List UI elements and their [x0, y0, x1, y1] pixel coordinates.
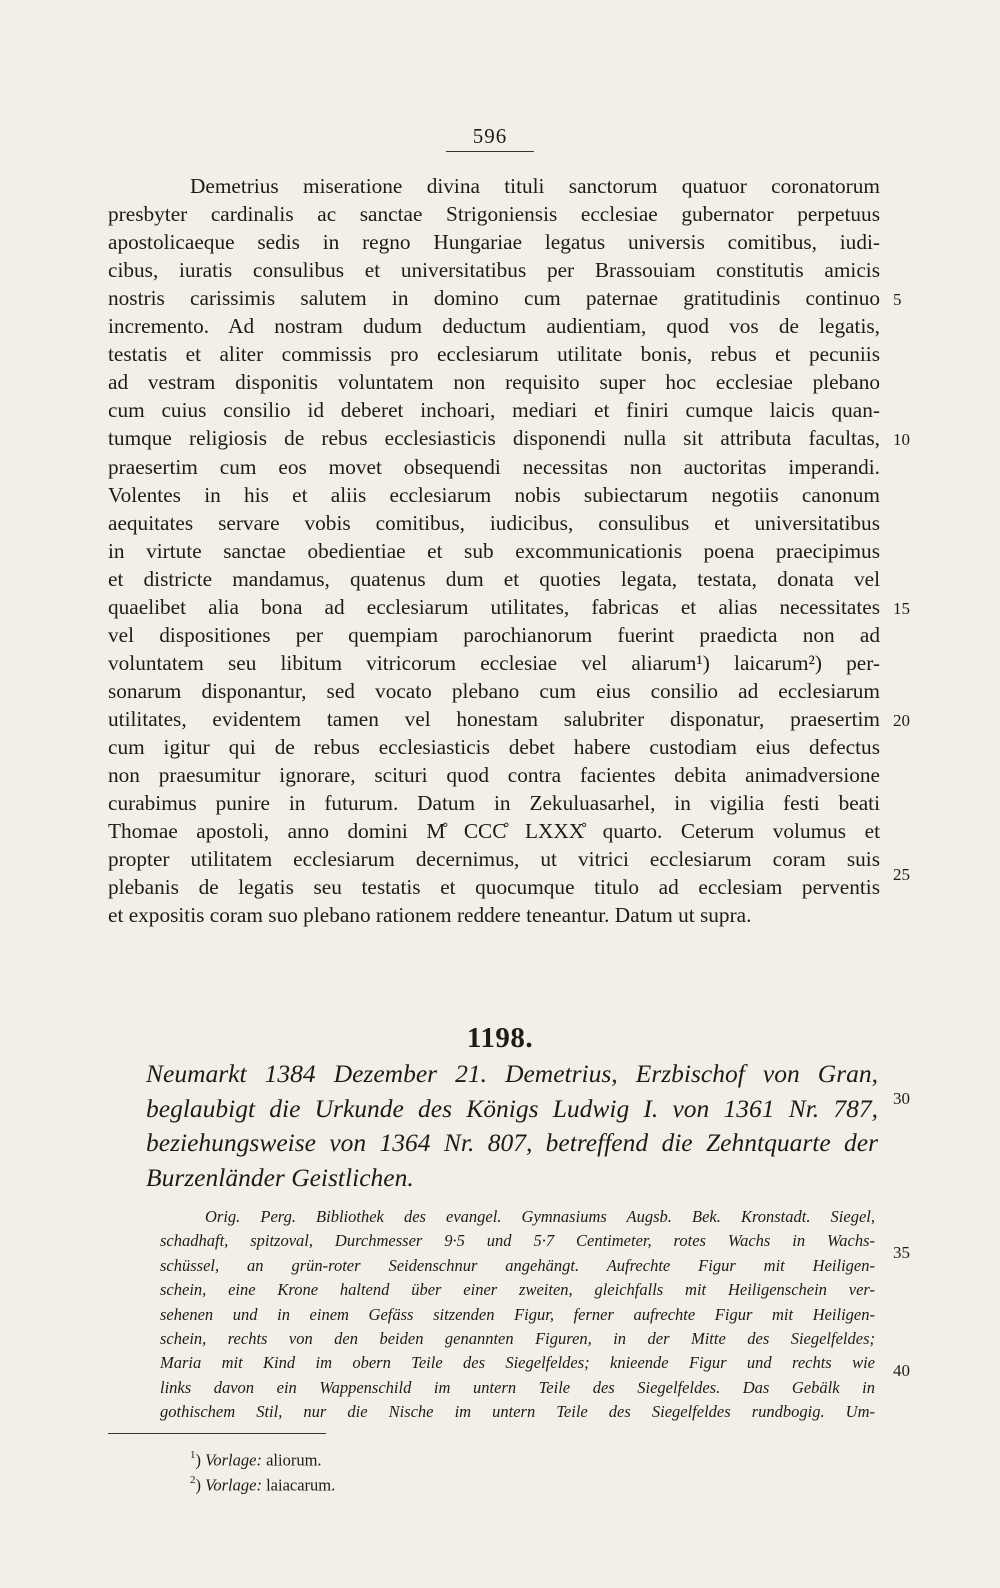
- body-line: quaelibet alia bona ad ecclesiarum utilitates, fabricas et alias necessitates: [108, 594, 880, 619]
- body-line: et districte mandamus, quatenus dum et quoties legata, testata, donata vel: [108, 566, 880, 591]
- body-line: in virtute sanctae obedientiae et sub excommunicationis poena praecipimus: [108, 538, 880, 563]
- line-number: 35: [893, 1243, 910, 1262]
- line-number: 10: [893, 430, 910, 449]
- body-line: apostolicaeque sedis in regno Hungariae legatus universis comitibus, iudi-: [108, 230, 880, 255]
- body-line: cibus, iuratis consulibus et universitatibus per Brassouiam constitutis amicis: [108, 258, 880, 283]
- footnote-mark: 2: [190, 1474, 196, 1486]
- body-line: propter utilitatem ecclesiarum decernimus, ut vitrici ecclesiarum coram suis: [108, 847, 880, 872]
- footnote-rule: [108, 1433, 326, 1434]
- note-line: schein, eine Krone haltend über einer zweiten, gleichfalls mit Heiligenschein ver-: [160, 1280, 875, 1300]
- body-line: nostris carissimis salutem in domino cum paternae gratitudinis continuo: [108, 286, 880, 311]
- heading-line: Neumarkt 1384 Dezember 21. Demetrius, Erzbischof von Gran,: [146, 1059, 878, 1088]
- line-number: 25: [893, 865, 910, 884]
- note-line: schadhaft, spitzoval, Durchmesser 9·5 und 5·7 Centimeter, rotes Wachs in Wachs-: [160, 1231, 875, 1251]
- body-line: Demetrius miseratione divina tituli sanctorum quatuor coronatorum: [190, 174, 880, 198]
- body-line: plebanis de legatis seu testatis et quocumque titulo ad ecclesiam perventis: [108, 875, 880, 900]
- body-line: ad vestram disponitis voluntatem non requisito super hoc ecclesiae plebano: [108, 370, 880, 395]
- note-line: Maria mit Kind im obern Teile des Siegelfeldes; knieende Figur und rechts wie: [160, 1353, 875, 1373]
- line-number: 5: [893, 290, 902, 309]
- body-line: praesertim cum eos movet obsequendi necessitas non auctoritas imperandi.: [108, 454, 880, 479]
- body-line: vel dispositiones per quempiam parochianorum fuerint praedicta non ad: [108, 622, 880, 647]
- body-line: presbyter cardinalis ac sanctae Strigoniensis ecclesiae gubernator perpetuus: [108, 202, 880, 227]
- footnote-text: aliorum.: [266, 1450, 322, 1470]
- body-line: aequitates servare vobis comitibus, iudicibus, consulibus et universitatibus: [108, 510, 880, 535]
- body-line: tumque religiosis de rebus ecclesiasticis disponendi nulla sit attributa facultas,: [108, 426, 880, 451]
- footnote-text: laiacarum.: [266, 1475, 336, 1495]
- page-number-rule: [446, 151, 534, 152]
- body-line: Thomae apostoli, anno domini M̊ CCC̊ LXXX̊ quarto. Ceterum volumus et: [108, 819, 880, 844]
- body-line: et expositis coram suo plebano rationem reddere teneantur. Datum ut supra.: [108, 903, 752, 928]
- body-line: Volentes in his et aliis ecclesiarum nobis subiectarum negotiis canonum: [108, 482, 880, 507]
- heading-line: beziehungsweise von 1364 Nr. 807, betreffend die Zehntquarte der: [146, 1128, 878, 1157]
- line-number: 15: [893, 599, 910, 618]
- note-line: gothischem Stil, nur die Nische im untern Teile des Siegelfeldes rundbogig. Um-: [160, 1402, 875, 1422]
- note-line: links davon ein Wappenschild im untern Teile des Siegelfeldes. Das Gebälk in: [160, 1377, 875, 1397]
- footnote-paren: ): [195, 1475, 206, 1495]
- note-line: schüssel, an grün-roter Seidenschnur angehängt. Aufrechte Figur mit Heiligen-: [160, 1255, 875, 1275]
- footnote: [190, 1470, 335, 1497]
- line-number: 30: [893, 1089, 910, 1108]
- body-line: cum igitur qui de rebus ecclesiasticis debet habere custodiam eius defectus: [108, 735, 880, 759]
- footnote-label: Vorlage:: [205, 1450, 262, 1470]
- note-line: sehenen und in einem Gefäss sitzenden Figur, ferner aufrechte Figur mit Heiligen-: [160, 1304, 875, 1324]
- line-number: 20: [893, 711, 910, 730]
- footnote-mark: 1: [190, 1449, 196, 1461]
- body-line: incremento. Ad nostram dudum deductum audientiam, quod vos de legatis,: [108, 314, 880, 339]
- footnote: [190, 1445, 322, 1472]
- body-line: utilitates, evidentem tamen vel honestam salubriter disponatur, praesertim: [108, 706, 880, 731]
- page-number: 596: [472, 124, 508, 148]
- body-line: voluntatem seu libitum vitricorum ecclesiae vel aliarum¹) laicarum²) per-: [108, 650, 880, 675]
- heading-line: Burzenländer Geistlichen.: [146, 1162, 414, 1192]
- footnote-label: Vorlage:: [205, 1475, 262, 1495]
- document-number: 1198.: [466, 1022, 534, 1054]
- body-line: curabimus punire in futurum. Datum in Zekuluasarhel, in vigilia festi beati: [108, 791, 880, 816]
- line-number: 40: [893, 1361, 910, 1380]
- footnote-paren: ): [195, 1450, 206, 1470]
- body-line: non praesumitur ignorare, scituri quod contra facientes debita animadversione: [108, 763, 880, 788]
- body-line: sonarum disponantur, sed vocato plebano cum eius consilio ad ecclesiarum: [108, 678, 880, 703]
- body-line: cum cuius consilio id deberet inchoari, mediari et finiri cumque laicis quan-: [108, 398, 880, 423]
- note-line: Orig. Perg. Bibliothek des evangel. Gymnasiums Augsb. Bek. Kronstadt. Siegel,: [205, 1207, 875, 1226]
- body-line: testatis et aliter commissis pro ecclesiarum utilitate bonis, rebus et pecuniis: [108, 342, 880, 367]
- heading-line: beglaubigt die Urkunde des Königs Ludwig I. von 1361 Nr. 787,: [146, 1093, 878, 1123]
- note-line: schein, rechts von den beiden genannten Figuren, in der Mitte des Siegelfeldes;: [160, 1329, 875, 1348]
